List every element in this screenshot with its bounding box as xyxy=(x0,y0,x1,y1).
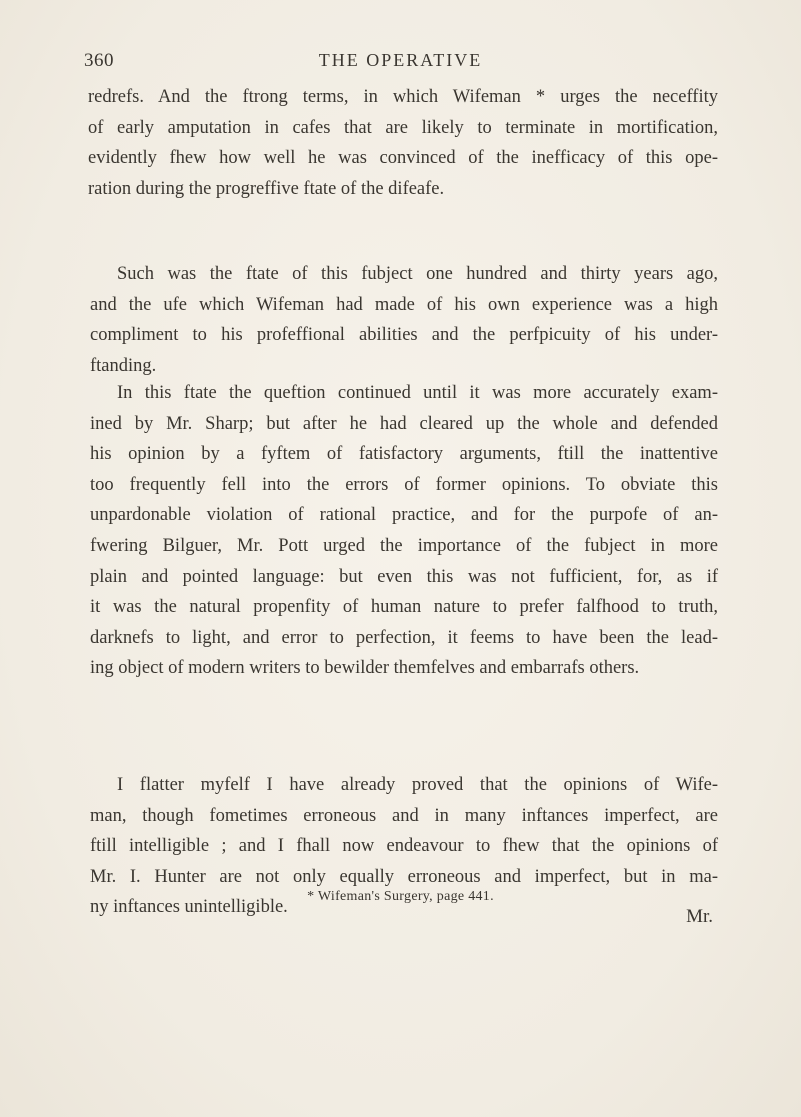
text-line: plain and pointed language: but even this was not fufficient, for, as if xyxy=(90,566,718,587)
paragraph-1 xyxy=(88,82,718,204)
text-line: ny inftances unintelligible. xyxy=(90,897,288,918)
running-head: THE OPERATIVE xyxy=(318,50,483,70)
text-line: compliment to his profeffional abilities and the perfpicuity of his under- xyxy=(90,325,718,346)
footnote: * Wifeman's Surgery, page 441. xyxy=(307,889,494,904)
text-line: unpardonable violation of rational practice, and for the purpofe of an- xyxy=(90,505,718,526)
catchword: Mr. xyxy=(686,906,713,927)
text-line: man, though fometimes erroneous and in many inftances imperfect, are xyxy=(90,805,718,826)
text-line: In this ftate the queftion continued until it was more accurately exam- xyxy=(117,383,718,403)
text-line: it was the natural propenfity of human nature to prefer falfhood to truth, xyxy=(90,597,718,618)
text-line: Such was the ftate of this fubject one hundred and thirty years ago, xyxy=(117,264,718,284)
text-line: evidently fhew how well he was convinced of the inefficacy of this ope- xyxy=(88,148,718,169)
text-line: ration during the progreffive ftate of the difeafe. xyxy=(88,178,445,199)
paragraph-2 xyxy=(90,259,718,381)
text-line: too frequently fell into the errors of former opinions. To obviate this xyxy=(90,474,718,495)
text-line: Mr. I. Hunter are not only equally erroneous and imperfect, but in ma- xyxy=(90,866,718,887)
text-line: fwering Bilguer, Mr. Pott urged the importance of the fubject in more xyxy=(90,535,718,556)
text-line: and the ufe which Wifeman had made of his own experience was a high xyxy=(90,294,718,315)
text-line: redrefs. And the ftrong terms, in which Wifeman * urges the neceffity xyxy=(88,87,718,107)
text-line: ftanding. xyxy=(90,355,157,376)
text-line: darknefs to light, and error to perfection, it feems to have been the lead- xyxy=(90,627,718,648)
paragraph-3 xyxy=(90,378,718,684)
page-number: 360 xyxy=(84,50,114,71)
text-line: of early amputation in cafes that are likely to terminate in mortification, xyxy=(88,117,718,138)
text-line: ftill intelligible ; and I fhall now endeavour to fhew that the opinions of xyxy=(90,836,718,857)
text-line: ined by Mr. Sharp; but after he had cleared up the whole and defended xyxy=(90,413,718,434)
text-line: his opinion by a fyftem of fatisfactory arguments, ftill the inattentive xyxy=(90,444,718,465)
text-line: I flatter myfelf I have already proved that the opinions of Wife- xyxy=(117,775,718,795)
text-line: ing object of modern writers to bewilder themfelves and embarrafs others. xyxy=(90,658,640,679)
